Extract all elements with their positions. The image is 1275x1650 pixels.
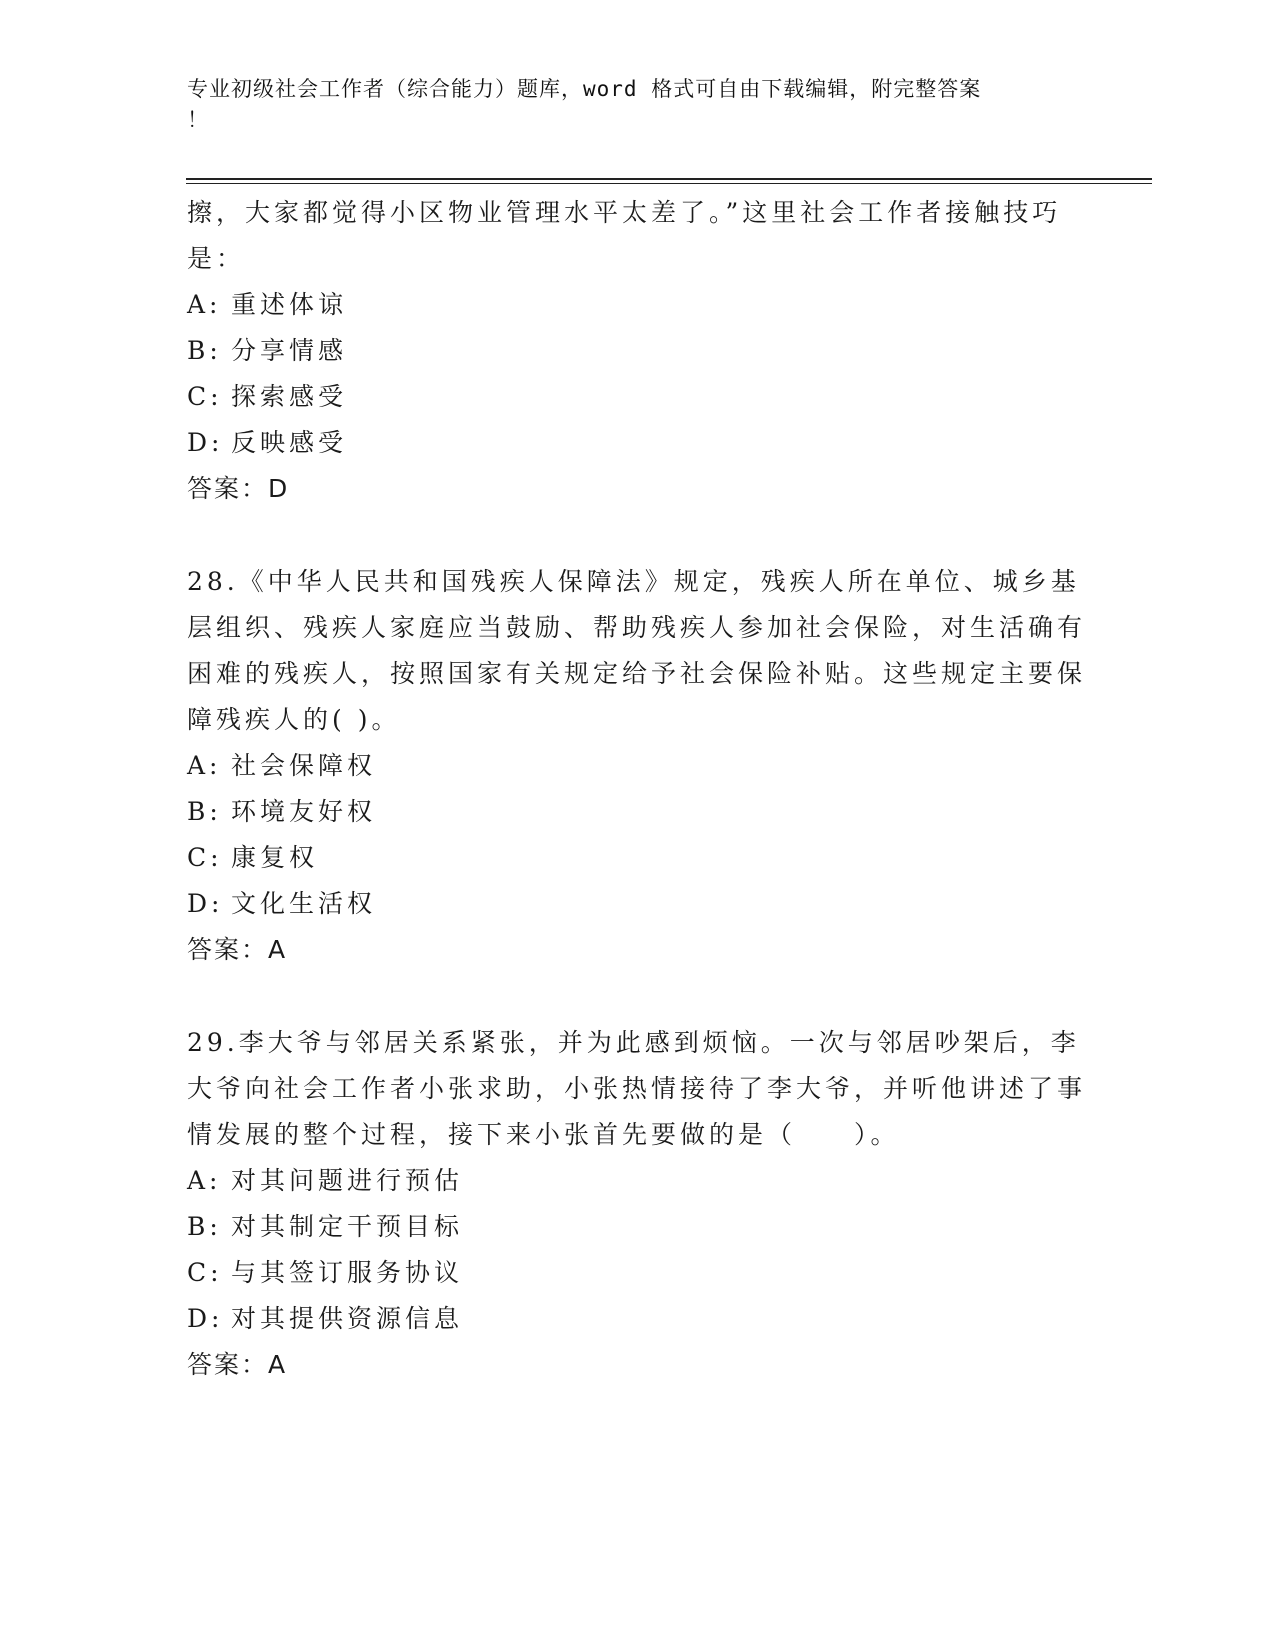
option-b: [187, 789, 1087, 835]
option-a: [187, 1158, 1087, 1204]
option-a: [187, 743, 1087, 789]
option-text: 对其问题进行预估: [231, 1166, 464, 1195]
option-text: 文化生活权: [231, 889, 377, 918]
option-key: B:: [187, 1212, 222, 1241]
option-d: [187, 881, 1087, 927]
option-d: [187, 1296, 1087, 1342]
spacer: [187, 512, 1087, 559]
option-text: 康复权: [231, 843, 319, 872]
question-text: 擦，大家都觉得小区物业管理水平太差了。”这里社会工作者接触技巧是：: [187, 198, 1062, 273]
question-text: 28.《中华人民共和国残疾人保障法》规定，残疾人所在单位、城乡基层组织、残疾人家庭应当鼓励、帮助残疾人参加社会保险，对生活确有困难的残疾人，按照国家有关规定给予社会保险补贴。这些规定主要保障残疾人的( )。: [187, 567, 1087, 734]
page-header: [187, 74, 1067, 136]
option-key: C:: [187, 382, 223, 411]
spacer: [187, 973, 1087, 1020]
option-key: A:: [187, 751, 222, 780]
option-text: 分享情感: [231, 336, 348, 365]
option-c: [187, 1250, 1087, 1296]
option-d: [187, 420, 1087, 466]
option-key: B:: [187, 797, 222, 826]
option-key: C:: [187, 1258, 223, 1287]
option-key: B:: [187, 336, 222, 365]
question-block-28: [187, 559, 1087, 973]
option-key: D:: [187, 428, 224, 457]
option-text: 与其签订服务协议: [231, 1258, 464, 1287]
option-key: A:: [187, 290, 222, 319]
header-line-2: ！: [187, 108, 209, 132]
option-c: [187, 374, 1087, 420]
option-b: [187, 1204, 1087, 1250]
option-c: [187, 835, 1087, 881]
option-key: A:: [187, 1166, 222, 1195]
header-divider-thick: [186, 178, 1152, 180]
question-list: [187, 190, 1087, 1388]
option-text: 对其提供资源信息: [231, 1304, 464, 1333]
answer-line: 答案：D: [187, 474, 290, 503]
question-block-27: [187, 190, 1087, 512]
question-text: 29.李大爷与邻居关系紧张，并为此感到烦恼。一次与邻居吵架后，李大爷向社会工作者小张求助，小张热情接待了李大爷，并听他讲述了事情发展的整个过程，接下来小张首先要做的是（ ）。: [187, 1028, 1087, 1149]
option-text: 社会保障权: [231, 751, 377, 780]
option-text: 环境友好权: [231, 797, 377, 826]
option-key: D:: [187, 1304, 224, 1333]
answer-line: 答案：A: [187, 1350, 288, 1379]
option-key: D:: [187, 889, 224, 918]
option-b: [187, 328, 1087, 374]
question-block-29: [187, 1020, 1087, 1388]
option-key: C:: [187, 843, 223, 872]
header-divider-thin: [186, 183, 1152, 184]
option-text: 探索感受: [231, 382, 348, 411]
header-line-1: 专业初级社会工作者（综合能力）题库，word 格式可自由下载编辑，附完整答案: [187, 77, 982, 101]
option-text: 重述体谅: [231, 290, 348, 319]
option-text: 对其制定干预目标: [231, 1212, 464, 1241]
option-text: 反映感受: [231, 428, 348, 457]
answer-line: 答案：A: [187, 935, 288, 964]
option-a: [187, 282, 1087, 328]
